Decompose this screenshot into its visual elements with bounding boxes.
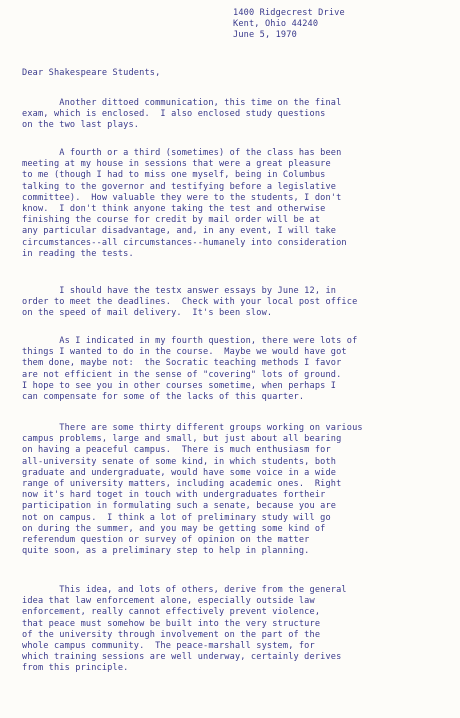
line: order to meet the deadlines. Check with your local post office [22, 297, 358, 308]
sender-address [233, 8, 345, 42]
line: This idea, and lots of others, derive from the general [22, 585, 347, 595]
line: on having a peaceful campus. There is much enthusiasm for [22, 445, 331, 456]
line: all-university senate of some kind, in which students, both [22, 456, 337, 467]
line: know. I don't think anyone taking the test and otherwise [22, 204, 326, 215]
address-street: 1400 Ridgecrest Drive [233, 8, 345, 18]
line: meeting at my house in sessions that were a great pleasure [22, 159, 331, 170]
line: which training sessions are well underway, certainly derives [22, 652, 342, 663]
line: of the university through involvement on the part of the [22, 629, 321, 640]
line: now it's hard toget in touch with undergraduates fortheir [22, 490, 326, 501]
line: I should have the testx answer essays by June 12, in [22, 286, 337, 296]
line: any particular disadvantage, and, in any event, I will take [22, 226, 337, 237]
line: on the two last plays. [22, 120, 140, 131]
line: not on campus. I think a lot of preliminary study will go [22, 512, 331, 523]
line: finishing the course for credit by mail order will be at [22, 215, 321, 226]
line: can compensate for some of the lacks of this quarter. [22, 392, 305, 403]
line: enforcement, really cannot effectively prevent violence, [22, 607, 321, 618]
salutation: Dear Shakespeare Students, [22, 68, 161, 78]
line: that peace must somehow be built into the very structure [22, 618, 321, 629]
paragraph-1 [22, 98, 452, 132]
line: campus problems, large and small, but just about all bearing [22, 434, 342, 445]
line: circumstances--all circumstances--humanely into consideration [22, 237, 347, 248]
line: on during the summer, and you may be getting some kind of [22, 523, 326, 534]
line: A fourth or a third (sometimes) of the class has been [22, 148, 342, 158]
line: Another dittoed communication, this time on the final [22, 98, 342, 108]
line: committee). How valuable they were to the students, I don't [22, 192, 342, 203]
line: There are some thirty different groups working on various [22, 423, 363, 433]
line: As I indicated in my fourth question, there were lots of [22, 336, 358, 346]
line: exam, which is enclosed. I also enclosed study questions [22, 109, 326, 120]
line: whole campus community. The peace-marshall system, for [22, 641, 315, 652]
line: graduate and undergraduate, would have some voice in a wide [22, 467, 337, 478]
line: I hope to see you in other courses sometime, when perhaps I [22, 380, 337, 391]
line: things I wanted to do in the course. Maybe we would have got [22, 347, 347, 358]
letter-date: June 5, 1970 [233, 30, 297, 41]
paragraph-2 [22, 148, 452, 260]
paragraph-6 [22, 585, 452, 675]
paragraph-5 [22, 423, 452, 557]
line: idea that law enforcement alone, especially outside law [22, 596, 315, 607]
line: participation in formulating such a senate, because you are [22, 501, 337, 512]
line: are not efficient in the sense of "covering" lots of ground. [22, 369, 342, 380]
line: quite soon, as a preliminary step to help in planning. [22, 546, 310, 557]
line: talking to the governor and testifying before a legislative [22, 181, 337, 192]
line: from this principle. [22, 663, 129, 674]
line: referendum question or survey of opinion on the matter [22, 535, 310, 546]
line: to me (though I had to miss one myself, being in Columbus [22, 170, 326, 181]
line: on the speed of mail delivery. It's been slow. [22, 308, 273, 319]
line: in reading the tests. [22, 248, 134, 259]
line: them done, maybe not: the Socratic teaching methods I favor [22, 358, 342, 369]
address-city: Kent, Ohio 44240 [233, 19, 319, 30]
line: range of university matters, including academic ones. Right [22, 479, 342, 490]
paragraph-4 [22, 336, 452, 403]
paragraph-3 [22, 286, 452, 320]
